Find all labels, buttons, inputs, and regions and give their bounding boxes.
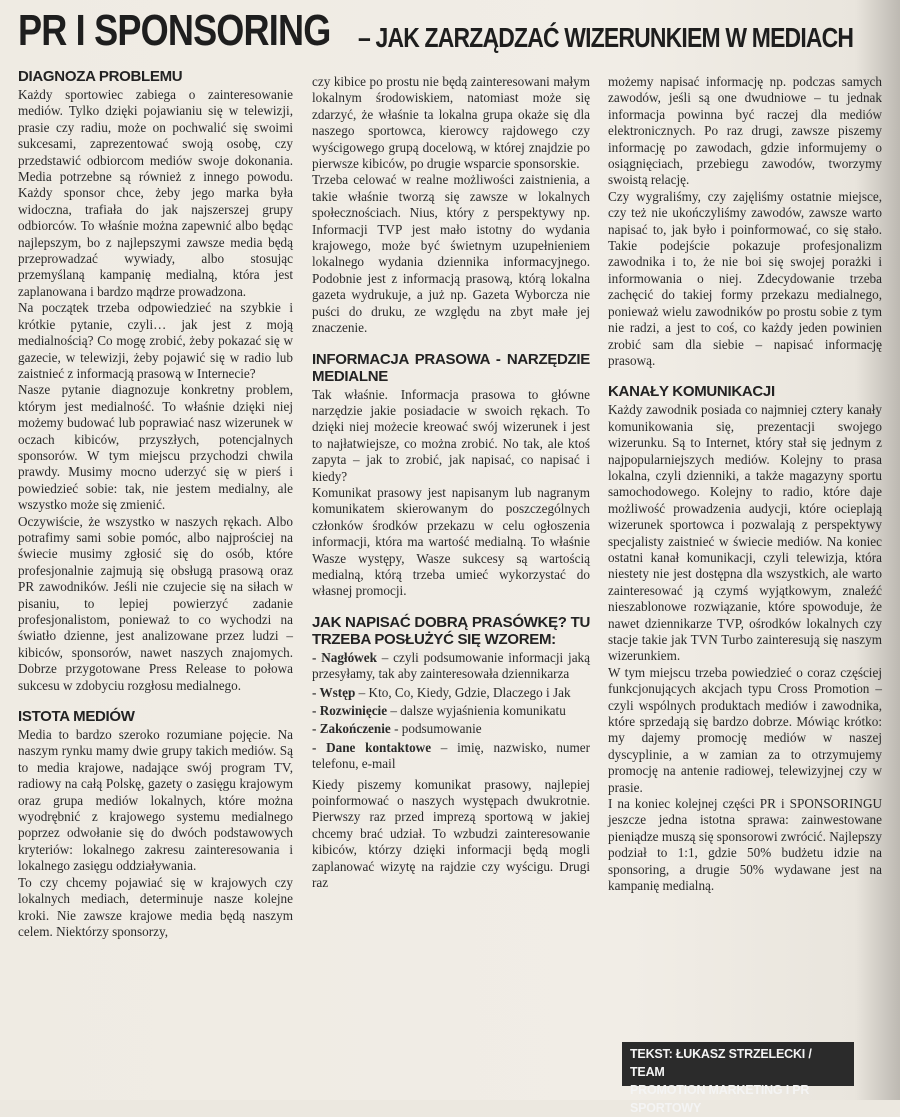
credit-line: PROMOTION MARKETING I PR SPORTOWY	[630, 1083, 810, 1115]
column-right	[608, 74, 882, 895]
heading-informacja-prasowa: INFORMACJA PRASOWA - NARZĘDZIE MEDIALNE	[312, 350, 590, 385]
heading-istota: ISTOTA MEDIÓW	[18, 708, 135, 726]
list-item	[312, 703, 590, 719]
paragraph: Każdy zawodnik posiada co najmniej cztery kanały komunikowania się, prezentacji swojego wizerunku. Są to Internet, który stał się jednym z najpopularniejszych mediów. Kolejny to prasa lokalna, czyli dzienniki, a także magazyny sportu samochodowego. Kolejny to radio, które daje możliwość prowadzenia audycji, które ocieplają wizerunek sportowca i pozwalają z perspektywy specjalisty zaistnieć w świecie mediów. Na koniec ostatni kanał komunikacji, czyli telewizja, która niestety nie jest dostępna dla wszystkich, ale warto zainteresować ją czymś wyjątkowym, znaleźć nieszablonowe rozwiązanie, które spowoduje, że nawet dziennikarze TVP, ośrodków lokalnych czy stacje takie jak TVN Turbo zainteresują się naszym wizerunkiem.	[608, 402, 882, 664]
paragraph: Każdy sportowiec zabiega o zainteresowanie mediów. Tylko dzięki pojawianiu się w telewizji, prasie czy radiu, może on pochwalić się swoimi sukcesami, zaprezentować swoją osobę, czy przedstawić odbiorcom mediów swoje dokonania. Media potrzebne są również z innego powodu. Każdy sponsor chce, żeby jego marka była widoczna, trafiała do jak najszerszej grupy odbiorców. To właśnie można zapewnić albo będąc najlepszym, bo z najlepszymi zawsze media będą przeprowadzać wywiady, albo stosując przemyślaną kampanię medialną, która jest zaplanowana i bardzo mądrze prowadzona.	[18, 87, 293, 299]
credit-line: TEKST: ŁUKASZ STRZELECKI / TEAM	[630, 1047, 812, 1079]
paragraph: I na koniec kolejnej części PR i SPONSORINGU jeszcze jedna istotna sprawa: zainwestowane pieniądze muszą się sponsorowi zwrócić. Najlepszy podział to 1:1, gdzie 50% budżetu idzie na sponsoring, a drugie 50% wydawane jest na kampanię medialną.	[608, 796, 882, 894]
list-item	[312, 650, 590, 683]
paragraph: Media to bardzo szeroko rozumiane pojęcie. Na naszym rynku mamy dwie grupy takich mediów. Są to media krajowe, nadające swój program TV, radiowy na całą Polskę, gazety o zasięgu krajowym oraz grupa mediów lokalnych, które można wyodrębnić z krajowego systemu medialnego poprzez odwołanie się do dwóch podstawowych kryteriów: lokalnego zakresu zainteresowania i lokalnego zasięgu oddziaływania.	[18, 727, 293, 874]
heading-kanaly-komunikacji: KANAŁY KOMUNIKACJI	[608, 383, 775, 401]
list-item-label: - Zakończenie	[312, 721, 391, 737]
list-item	[312, 685, 590, 701]
paragraph: Trzeba celować w realne możliwości zaistnienia, a takie właśnie tworzą się zawsze w lokalnych społecznościach. Nius, który z perspektywy np. Informacji TVP jest mało istotny do wydania krajowego, może być świetnym uzupełnieniem lokalnego wydania dziennika informacyjnego. Podobnie jest z informacją prasową, którą lokalna gazeta wydrukuje, a już np. Gazeta Wyborcza nie puści do druku, ze względu na zbyt małe jej znaczenie.	[312, 172, 590, 336]
column-middle	[312, 74, 590, 891]
paragraph: Komunikat prasowy jest napisanym lub nagranym komunikatem skierowanym do poszczególnych członków środków przekazu w celu ogłoszenia informacji, która ma wartość medialną. To właśnie Wasze występy, Wasze sukcesy są wartością medialną, którą trzeba umieć wykorzystać do własnej promocji.	[312, 484, 590, 599]
list-item-label: - Wstęp	[312, 684, 356, 700]
paragraph: możemy napisać informację np. podczas samych zawodów, jeśli są one dwudniowe – tu jednak informacja powinna być raczej dla mediów elektronicznych. Po raz drugi, zawsze piszemy informację po zawodach, gdzie informujemy o osiągnięciach, przebiegu zawodów, tworzymy swoistą relację.	[608, 74, 882, 188]
list-item-label: - Nagłówek	[312, 649, 377, 665]
list-item-label: - Dane kontaktowe	[312, 739, 432, 755]
list-item-label: - Rozwinięcie	[312, 703, 388, 718]
paragraph: Tak właśnie. Informacja prasowa to główne narzędzie jakie posiadacie w swoich rękach. To dzięki niej możecie kreować swój wizerunek i jest to najłatwiejsze, co można zrobić. No tak, ale ktoś zapyta – jak to zrobić, jak napisać, co napisać i kiedy?	[312, 386, 590, 484]
author-credit-box	[622, 1042, 854, 1115]
list-item-text: – dalsze wyjaśnienia komunikatu	[387, 703, 566, 718]
press-release-template-list	[312, 650, 590, 773]
paragraph: czy kibice po prostu nie będą zainteresowani małym lokalnym środowiskiem, natomiast może się zdarzyć, że właśnie ta lokalna grupa okaże się dla naszego sportowca, kierowcy rajdowego czy wyścigowego grupą docelową, w której znajdzie po pierwsze kibiców, po drugie wsparcie sponsorskie.	[312, 74, 590, 172]
list-item	[312, 721, 590, 737]
heading-jak-napisac: JAK NAPISAĆ DOBRĄ PRASÓWKĘ? TU TRZEBA POSŁUŻYĆ SIĘ WZOREM:	[312, 613, 590, 648]
paragraph: Oczywiście, że wszystko w naszych rękach. Albo potrafimy sami sobie pomóc, albo najprościej na świecie musimy zgłosić się do osób, które profesjonalnie zajmują się obsługą prasową oraz PR zawodników. Jeśli nie czujecie się na siłach w pisaniu, to lepiej powierzyć zadanie profesjonalistom, ponieważ to co wychodzi na światło dzienne, jest analizowane przez ludzi – kibiców, sponsorów, nawet naszych znajomych. Dobrze przygotowane Press Release to połowa sukcesu w zdobyciu rozgłosu medialnego.	[18, 513, 293, 693]
list-item-text: – Kto, Co, Kiedy, Gdzie, Dlaczego i Jak	[355, 684, 571, 700]
list-item-text: – imię, nazwisko, numer telefonu, e-mail	[312, 739, 591, 772]
paragraph: Nasze pytanie diagnozuje konkretny problem, którym jest medialność. To właśnie dzięki niej możemy budować lub poprawiać nasz wizerunek w oczach kibiców, przyszłych, potencjalnych sponsorów. W tym miejscu przychodzi chwila prawdy. Musimy mocno uderzyć się w pierś i powiedzieć sobie: tak, nie jestem medialny, ale wszystko może się zmienić.	[18, 382, 293, 513]
paragraph: Kiedy piszemy komunikat prasowy, najlepiej poinformować o naszych występach dwukrotnie. Pierwszy raz przed imprezą sportową w jakiej chcemy brać udział. To wzbudzi zainteresowanie kibiców, którzy dzięki informacji będą mogli zaplanować wizytę na rajdzie czy wyścigu. Drugi raz	[312, 776, 590, 891]
title-subtitle: – JAK ZARZĄDZAĆ WIZERUNKIEM W MEDIACH	[358, 22, 854, 53]
list-item	[312, 740, 590, 773]
heading-diagnoza: DIAGNOZA PROBLEMU	[18, 68, 183, 85]
title-main: PR I SPONSORING	[18, 6, 331, 55]
list-item-text: – czyli podsumowanie informacji jaką przesyłamy, tak aby zainteresowała dziennikarza	[312, 649, 590, 682]
paragraph: W tym miejscu trzeba powiedzieć o coraz częściej funkcjonujących akcjach typu Cross Promotion – czyli wspólnych produktach mediów i zawodnika, które sprzedają się bardzo dobrze. Mówiąc krótko: my dajemy promocję mediów w naszej dyscyplinie, a w zamian za to otrzymujemy promocję na antenie radiowej, telewizyjnej czy w prasie.	[608, 664, 882, 795]
paragraph: To czy chcemy pojawiać się w krajowych czy lokalnych mediach, determinuje nasze kolejne kroki. Nie zawsze krajowe media będą naszym celem. Niektórzy sponsorzy,	[18, 874, 293, 939]
article-title	[18, 6, 898, 64]
column-left	[18, 68, 293, 940]
paragraph: Czy wygraliśmy, czy zajęliśmy ostatnie miejsce, czy też nie ukończyliśmy zawodów, zawsze warto napisać to, jak było i poinformować, co się stało. Takie podejście pokazuje profesjonalizm zawodnika i to, że nie boi się swojej porażki i informowania o niej. Zdecydowanie trzeba zachęcić do takiej formy przekazu medialnego, ponieważ wielu zawodników po prostu sobie z tym nie radzi, a jest to coś, co każdy jeden powinien zrobić sam dla siebie – napisać informację prasową.	[608, 188, 882, 368]
list-item-text: - podsumowanie	[390, 721, 482, 737]
paragraph: Na początek trzeba odpowiedzieć na szybkie i krótkie pytanie, czyli… jak jest z moją medialnością? Co mogę zrobić, żeby pokazać się w gazecie, w telewizji, żeby pojawić się w radio lub zaistnieć z informacją prasową w Internecie?	[18, 300, 293, 381]
